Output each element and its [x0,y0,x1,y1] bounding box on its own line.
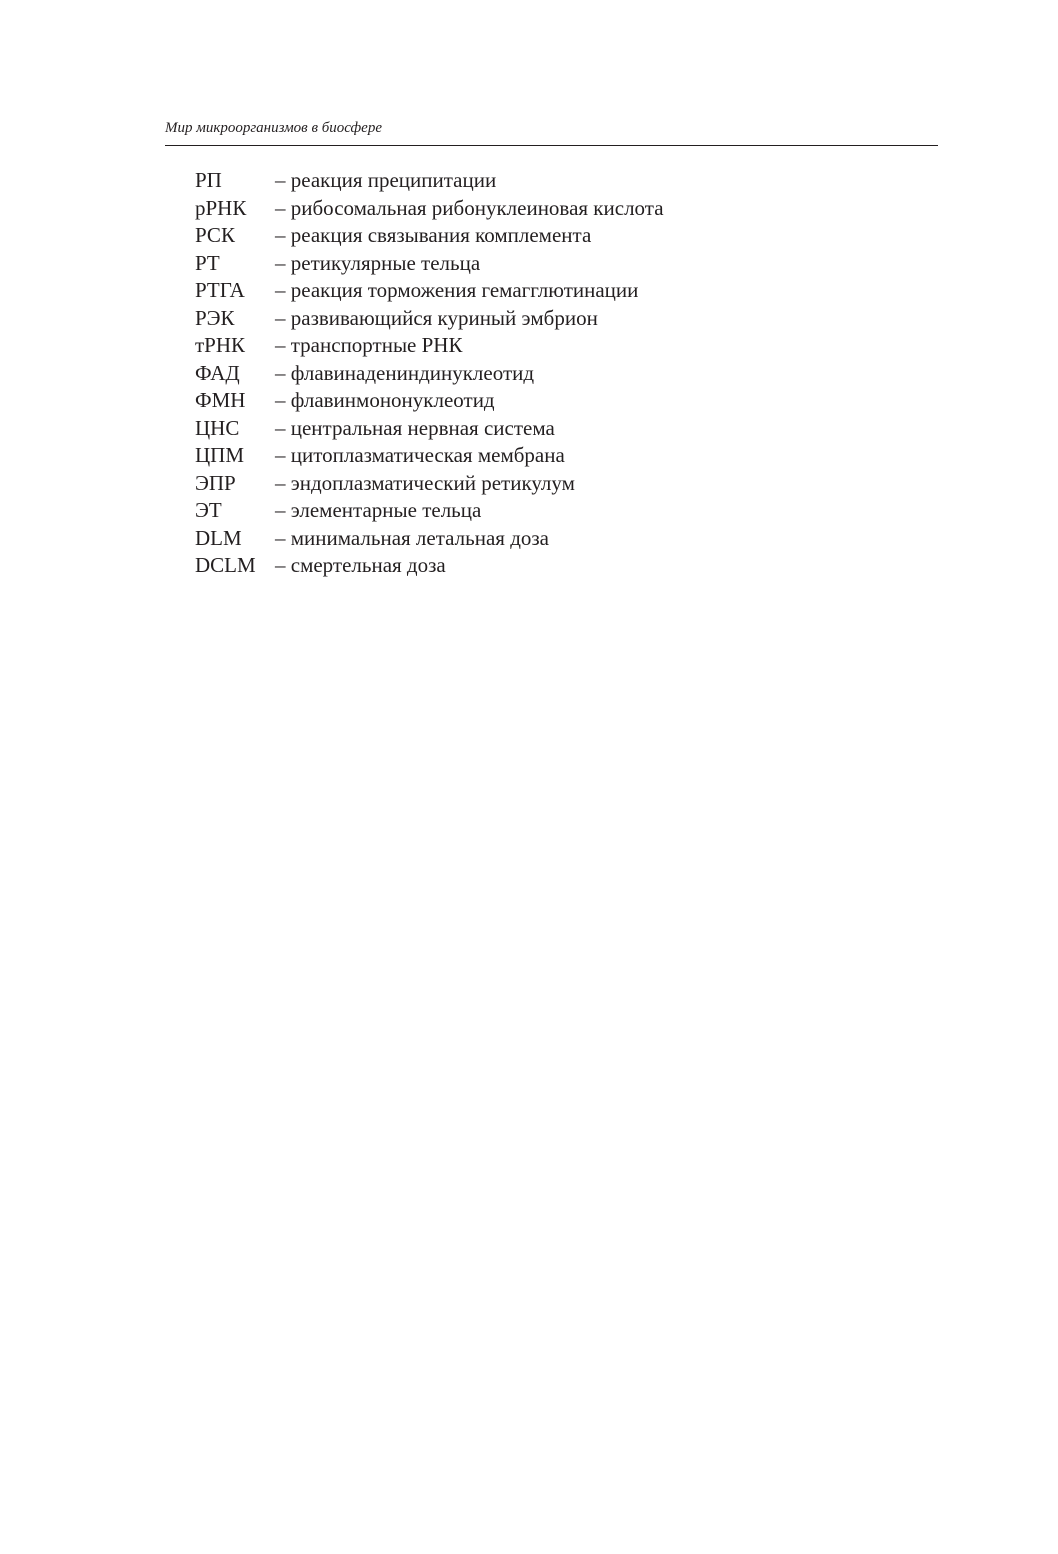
abbreviation-term: РТГА [195,278,245,302]
abbreviation-term: ЦНС [195,415,240,440]
abbreviation-term: РЭК [195,305,235,330]
abbreviation-row [195,525,664,553]
abbreviation-term: DLM [195,525,242,550]
abbreviation-row [195,470,664,498]
abbreviation-row [195,250,664,278]
abbreviation-definition: – транспортные РНК [275,333,463,357]
abbreviation-row [195,415,664,443]
abbreviation-definition: – эндоплазматический ретикулум [275,470,575,495]
abbreviation-term: ЭПР [195,470,236,495]
running-header [165,118,938,146]
abbreviation-term: РСК [195,223,235,247]
abbreviation-row [195,195,664,223]
abbreviation-term: рРНК [195,195,247,220]
abbreviation-definition: – ретикулярные тельца [275,250,481,275]
abbreviation-definition: – цитоплазматическая мембрана [275,443,565,467]
abbreviation-term: ЭТ [195,498,222,522]
abbreviation-row [195,387,664,415]
abbreviation-row [195,277,664,305]
abbreviation-definition: – реакция торможения гемагглютинации [275,278,639,302]
abbreviation-term: ФАД [195,360,240,385]
abbreviation-definition: – развивающийся куриный эмбрион [275,305,598,330]
abbreviation-definition: – флавинадениндинуклеотид [275,360,535,385]
abbreviation-term: тРНК [195,333,246,357]
abbreviation-term: ФМН [195,388,246,412]
abbreviation-term: DCLM [195,553,256,577]
abbreviation-definition: – элементарные тельца [275,498,482,522]
abbreviation-definition: – реакция связывания комплемента [275,223,592,247]
abbreviation-definition: – центральная нервная система [275,415,555,440]
abbreviation-row [195,497,664,525]
abbreviation-row [195,360,664,388]
abbreviation-row [195,222,664,250]
running-header-text: Мир микроорганизмов в биосфере [165,120,382,136]
abbreviation-term: РТ [195,250,220,275]
abbreviation-definition: – реакция преципитации [275,168,497,192]
abbreviation-definition: – рибосомальная рибонуклеиновая кислота [275,195,664,220]
abbreviation-row [195,442,664,470]
abbreviation-definition: – минимальная летальная доза [275,525,549,550]
abbreviation-term: РП [195,168,222,192]
abbreviation-row [195,167,664,195]
abbreviation-row [195,305,664,333]
abbreviation-list [195,167,664,580]
abbreviation-row [195,552,664,580]
abbreviation-definition: – смертельная доза [275,553,446,577]
abbreviation-definition: – флавинмононуклеотид [275,388,495,412]
abbreviation-term: ЦПМ [195,443,245,467]
abbreviation-row [195,332,664,360]
